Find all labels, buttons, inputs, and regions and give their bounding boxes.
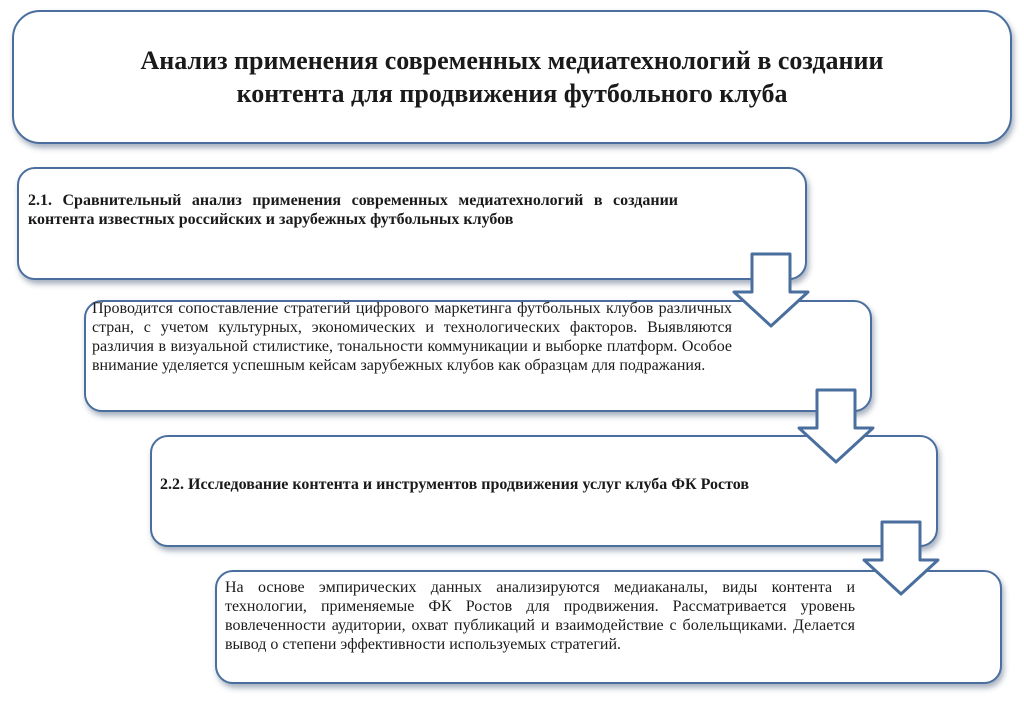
step-2-1-text xyxy=(28,191,678,229)
step-2-2-description: На основе эмпирических данных анализируются медиаканалы, виды контента и технологии, применяемые ФК Ростов для продвижения. Рассматривается уровень вовлеченности аудитории, охват публикаций и взаимодействие с болельщиками. Делается вывод о степени эффективности используемых стратегий. xyxy=(225,579,855,653)
down-arrow-2 xyxy=(797,388,877,466)
step-2-2-heading: Исследование контента и инструментов продвижения услуг клуба ФК Ростов xyxy=(188,476,749,493)
down-arrow-3 xyxy=(862,520,942,598)
down-arrow-1 xyxy=(732,252,812,330)
step-2-2-number: 2.2. xyxy=(160,476,184,493)
page-title xyxy=(141,44,884,110)
title-line-1: Анализ применения современных медиатехнологий в создании xyxy=(140,46,884,75)
step-2-1-heading: Сравнительный анализ применения современных медиатехнологий в создании контента известных российских и зарубежных футбольных клубов xyxy=(28,192,679,228)
step-box-2-1 xyxy=(17,167,807,280)
step-2-2-text xyxy=(160,475,800,494)
title-line-2: контента для продвижения футбольного клуба xyxy=(236,79,788,108)
step-2-1-description: Проводится сопоставление стратегий цифрового маркетинга футбольных клубов различных стран, с учетом культурных, экономических и технологических факторов. Выявляются различия в визуальной стилистике, тональности коммуникации и выборке платформ. Особое внимание уделяется успешным кейсам зарубежных клубов как образцам для подражания. xyxy=(92,300,732,374)
step-2-1-number: 2.1. xyxy=(28,192,52,209)
title-box xyxy=(12,10,1012,144)
